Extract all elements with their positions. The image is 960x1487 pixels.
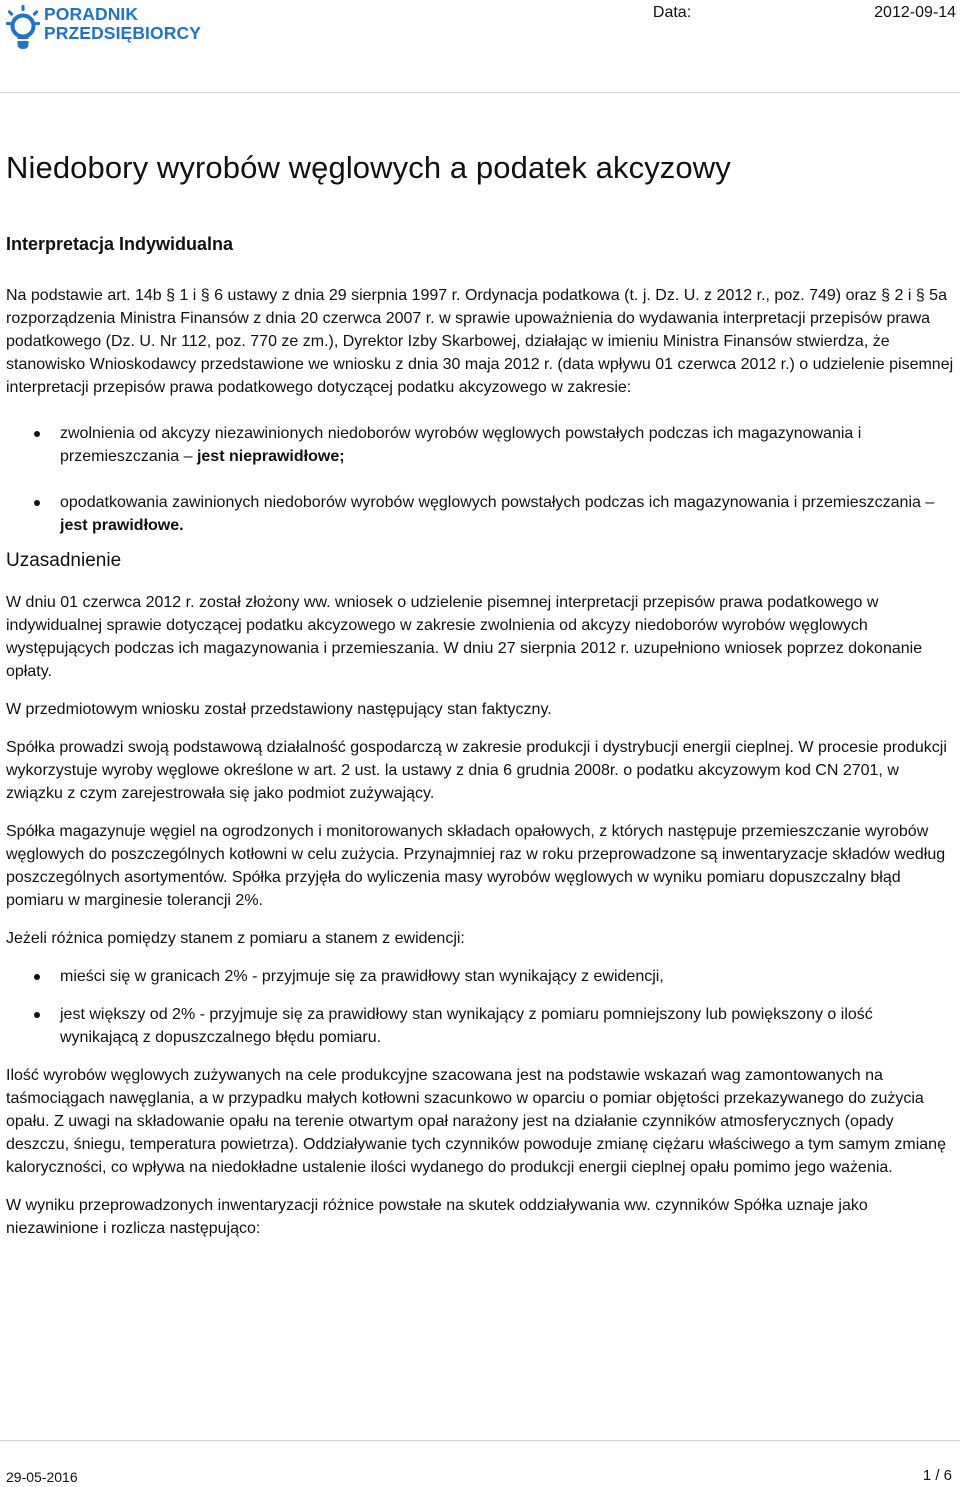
- bullet-icon: [34, 974, 40, 980]
- section-heading: Uzasadnienie: [6, 550, 122, 571]
- paragraph: Jeżeli różnica pomiędzy stanem z pomiaru a stanem z ewidencji:: [6, 930, 465, 947]
- date-label: Data:: [652, 4, 692, 21]
- list-item-text: opodatkowania zawinionych niedoborów wyrobów węglowych powstałych podczas ich magazynowania i przemieszczania –: [60, 494, 935, 511]
- intro-paragraph: Na podstawie art. 14b § 1 i § 6 ustawy z dnia 29 sierpnia 1997 r. Ordynacja podatkowa (t. j. Dz. U. z 2012 r., poz. 749) oraz § 2 i § 5a rozporządzenia Ministra Finansów z dnia 20 czerwca 2007 r. w sprawie upoważnienia do wydawania interpretacji przepisów prawa podatkowego (Dz. U. Nr 112, poz. 770 ze zm.), Dyrektor Izby Skarbowej, działając w imieniu Ministra Finansów stwierdza, że stanowisko Wnioskodawcy przedstawione we wniosku z dnia 30 maja 2012 r. (data wpływu 01 czerwca 2012 r.) o udzielenie pisemnej interpretacji przepisów prawa podatkowego dotyczącej podatku akcyzowego w zakresie:: [6, 287, 954, 396]
- paragraph: W dniu 01 czerwca 2012 r. został złożony ww. wniosek o udzielenie pisemnej interpretacji przepisów prawa podatkowego w indywidualnej sprawie dotyczącej podatku akcyzowego w zakresie zwolnienia od akcyzy niedoborów wyrobów węglowych występujących podczas ich magazynowania i przemieszania. W dniu 27 sierpnia 2012 r. uzupełniono wniosek poprzez dokonanie opłaty.: [6, 594, 923, 680]
- paragraph: W przedmiotowym wniosku został przedstawiony następujący stan faktyczny.: [6, 701, 552, 718]
- paragraph: Ilość wyrobów węglowych zużywanych na cele produkcyjne szacowana jest na podstawie wskazań wag zamontowanych na taśmociągach nawęglania, a w przypadku małych kotłowni szacunkowo w oparciu o pomiar objętości przekazywanego do zużycia opału. Z uwagi na składowanie opału na terenie otwartym opał narażony jest na działanie czynników atmosferycznych (opady deszczu, śniegu, temperatura powietrza). Oddziaływanie tych czynników powoduje zmianę ciężaru właściwego a tym samym zmianę kaloryczności, co wpływa na niedokładne ustalenie ilości wydanego do produkcji energii cieplnej opału pomimo jego ważenia.: [6, 1067, 946, 1176]
- bullet-icon: [34, 500, 40, 506]
- list-item: [6, 965, 954, 988]
- document-body: [6, 148, 954, 1240]
- paragraph: W wyniku przeprowadzonych inwentaryzacji różnice powstałe na skutek oddziaływania ww. czynników Spółka uznaje jako niezawinione i rozlicza następująco:: [6, 1197, 868, 1237]
- bullet-icon: [34, 431, 40, 437]
- logo[interactable]: [6, 5, 201, 51]
- date-row: [653, 4, 956, 22]
- bullet-icon: [34, 1012, 40, 1018]
- paragraph: Spółka magazynuje węgiel na ogrodzonych i monitorowanych składach opałowych, z których następuje przemieszczanie wyrobów węglowych do poszczególnych kotłowni w celu zużycia. Przynajmniej raz w roku przeprowadzone są inwentaryzacje składów według poszczególnych asortymentów. Spółka przyjęła do wyliczenia masy wyrobów węglowych w wyniku pomiaru dopuszczalny błąd pomiaru w marginesie tolerancji 2%.: [6, 823, 946, 909]
- page-header: [0, 0, 960, 94]
- list-item: [6, 422, 954, 468]
- logo-wordmark: [44, 5, 201, 43]
- document-type: Interpretacja Indywidualna: [6, 234, 234, 254]
- list-item-verdict: jest prawidłowe.: [60, 517, 184, 534]
- list-item-text: zwolnienia od akcyzy niezawinionych niedoborów wyrobów węglowych powstałych podczas ich magazynowania i przemieszczania –: [60, 425, 862, 465]
- date-value: 2012-09-14: [874, 4, 956, 21]
- list-item-text: mieści się w granicach 2% - przyjmuje się za prawidłowy stan wynikający z ewidencji,: [60, 968, 664, 985]
- paragraph: Spółka prowadzi swoją podstawową działalność gospodarczą w zakresie produkcji i dystrybucji energii cieplnej. W procesie produkcji wykorzystuje wyroby węglowe określone w art. 2 ust. la ustawy z dnia 6 grudnia 2008r. o podatku akcyzowym kod CN 2701, w związku z czym zarejestrowała się jako podmiot zużywający.: [6, 739, 947, 802]
- page-number: 1 / 6: [922, 1467, 952, 1484]
- logo-line-2: PRZEDSIĘBIORCY: [44, 23, 201, 43]
- footer-date: 29-05-2016: [6, 1469, 78, 1485]
- logo-line-1: PORADNIK: [44, 4, 139, 24]
- header-divider: [0, 92, 960, 93]
- lightbulb-icon: [6, 5, 40, 51]
- page-title: Niedobory wyrobów węglowych a podatek akcyzowy: [6, 150, 731, 185]
- footer-divider: [0, 1440, 960, 1441]
- list-item-verdict: jest nieprawidłowe;: [196, 448, 345, 465]
- difference-list: [6, 965, 954, 1049]
- ruling-list: [6, 422, 954, 537]
- list-item: [6, 491, 954, 537]
- list-item: [6, 1003, 954, 1049]
- list-item-text: jest większy od 2% - przyjmuje się za prawidłowy stan wynikający z pomiaru pomniejszony lub powiększony o ilość wynikającą z dopuszczalnego błędu pomiaru.: [60, 1006, 873, 1046]
